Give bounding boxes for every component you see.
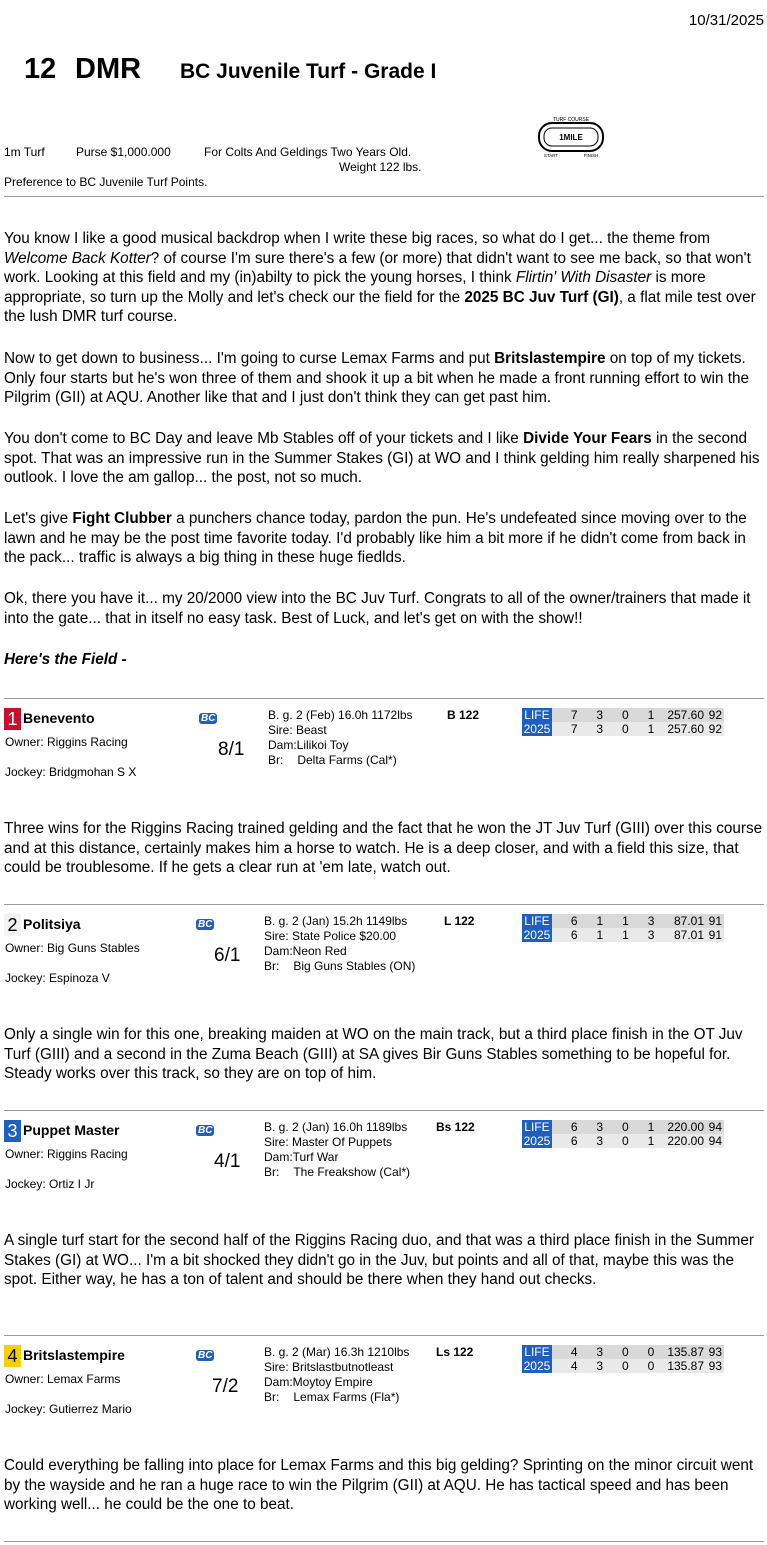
- stats-label: 2025: [523, 1134, 551, 1148]
- morning-line-odds: 4/1: [214, 1151, 241, 1172]
- stats-shows: 0: [629, 1359, 655, 1373]
- horse-owner: Owner: Big Guns Stables: [5, 941, 140, 955]
- entry-divider: [4, 1110, 764, 1111]
- horse-name: Politsiya: [23, 916, 81, 933]
- stats-wins: 1: [578, 914, 604, 928]
- stats-earnings: 257.60: [654, 722, 704, 736]
- stats-wins: 3: [578, 1134, 604, 1148]
- stats-row: [522, 1345, 724, 1359]
- stats-shows: 1: [629, 1134, 655, 1148]
- course-start-label: START: [543, 153, 559, 158]
- stats-label: LIFE: [522, 914, 552, 928]
- breeder-label: Br:: [264, 1390, 280, 1404]
- stats-earnings: 220.00: [654, 1134, 704, 1148]
- stats-places: 1: [603, 928, 629, 942]
- stats-wins: 3: [578, 1345, 604, 1359]
- bc-logo-icon: [196, 914, 214, 932]
- race-name: BC Juvenile Turf - Grade I: [180, 60, 437, 83]
- horse-breeder-row: [264, 959, 415, 973]
- horse-sire: Sire: Beast: [268, 723, 327, 737]
- race-distance: 1m Turf: [4, 145, 45, 159]
- post-position-badge: 2: [4, 914, 21, 936]
- stats-starts: 6: [552, 914, 578, 928]
- course-finish-label: FINISH: [583, 153, 599, 158]
- race-preference: Preference to BC Juvenile Turf Points.: [4, 175, 208, 189]
- stats-speed: 92: [704, 722, 724, 736]
- intro-paragraph-5: [4, 589, 764, 628]
- stats-row: [522, 914, 724, 928]
- entry-name-row[interactable]: [4, 708, 95, 730]
- text-run: Fight Clubber: [72, 510, 172, 527]
- horse-description: B. g. 2 (Jan) 16.0h 1189lbs: [264, 1120, 408, 1134]
- text-run: Welcome Back Kotter: [4, 249, 151, 267]
- horse-jockey: Jockey: Bridgmohan S X: [5, 765, 137, 779]
- stats-starts: 6: [552, 928, 578, 942]
- header-divider: [4, 196, 764, 197]
- text-run: You know I like a good musical backdrop when I write these big races, so what do I get... the theme from: [4, 230, 711, 247]
- stats-shows: 3: [629, 914, 655, 928]
- stats-label: 2025: [523, 1359, 551, 1373]
- text-run: Let's give: [4, 510, 73, 527]
- course-center-label: 1MILE: [559, 133, 583, 142]
- stats-shows: 1: [629, 708, 655, 722]
- entry-name-row[interactable]: [4, 1345, 125, 1367]
- horse-sire: Sire: State Police $20.00: [264, 929, 397, 943]
- stats-wins: 3: [578, 1120, 604, 1134]
- stats-starts: 7: [552, 708, 578, 722]
- stats-label: LIFE: [522, 708, 552, 722]
- stats-wins: 3: [578, 1359, 604, 1373]
- stats-speed: 93: [704, 1359, 724, 1373]
- horse-owner: Owner: Lemax Farms: [5, 1372, 121, 1386]
- horse-jockey: Jockey: Gutierrez Mario: [5, 1402, 132, 1416]
- horse-description: B. g. 2 (Feb) 16.0h 1172lbs: [268, 708, 413, 722]
- bc-logo-text: BC: [198, 1125, 213, 1136]
- morning-line-odds: 8/1: [218, 739, 245, 760]
- race-purse: Purse $1,000.000: [76, 145, 171, 159]
- stats-earnings: 220.00: [654, 1120, 704, 1134]
- text-run: Britslastempire: [494, 350, 606, 367]
- horse-dam: Dam:Lilikoi Toy: [268, 738, 349, 752]
- morning-line-odds: 6/1: [214, 945, 241, 966]
- stats-shows: 0: [629, 1345, 655, 1359]
- post-position-badge: 1: [4, 708, 21, 730]
- stats-table: [522, 914, 724, 942]
- stats-places: 0: [603, 1359, 629, 1373]
- stats-speed: 91: [704, 914, 724, 928]
- stats-starts: 4: [552, 1345, 578, 1359]
- medication-weight: Bs 122: [436, 1120, 475, 1134]
- text-run: Flirtin' With Disaster: [515, 269, 652, 286]
- text-run: 2025 BC Juv Turf (GI): [464, 288, 619, 306]
- text-run: on top of my tickets. Only four starts but he's won three of them and shook it up a bit when he made a front running effort to win the Pilgrim (GII) at AQU. Another like that and I just don't think they can get past him.: [4, 350, 749, 406]
- entry-comment: A single turf start for the second half of the Riggins Racing duo, and that was a third place finish in the Summer Stakes (GI) at WO... I'm a bit shocked they didn't go in the Juv, but points and all of that, maybe this was the spot. Either way, he has a ton of talent and should be there when they hand out checks.: [4, 1232, 754, 1288]
- stats-speed: 92: [704, 708, 724, 722]
- text-run: Ok, there you have it... my 20/2000 view into the BC Juv Turf. Congrats to all of the owner/trainers that made it into the gate... that in itself no easy task. Best of Luck, and let's get on with the show!!: [4, 590, 751, 627]
- entry-name-row[interactable]: [4, 1120, 119, 1142]
- horse-breeder-row: [264, 1390, 399, 1404]
- stats-shows: 1: [629, 1120, 655, 1134]
- bc-logo-icon: [196, 1120, 214, 1138]
- horse-owner: Owner: Riggins Racing: [5, 735, 128, 749]
- horse-dam: Dam:Moytoy Empire: [264, 1375, 373, 1389]
- text-run: is more appropriate, so turn up the Molly and let's check our the field for the: [4, 269, 706, 306]
- horse-breeder: Big Guns Stables (ON): [293, 959, 416, 973]
- stats-starts: 7: [552, 722, 578, 736]
- stats-earnings: 135.87: [654, 1345, 704, 1359]
- entry-comment: Could everything be falling into place for Lemax Farms and this big gelding? Sprinting on the minor circuit went by the wayside and he ran a huge race to win the Pilgrim (GII) at AQU. He has tactical speed and has been working well... he could be the one to beat.: [4, 1457, 754, 1513]
- stats-speed: 94: [704, 1134, 724, 1148]
- stats-wins: 3: [578, 708, 604, 722]
- stats-earnings: 87.01: [654, 914, 704, 928]
- course-top-label: TURF COURSE: [552, 117, 590, 123]
- stats-label: 2025: [523, 928, 551, 942]
- track-code: DMR: [75, 53, 142, 85]
- stats-table: [522, 1120, 724, 1148]
- stats-label: LIFE: [522, 1120, 552, 1134]
- horse-sire: Sire: Master Of Puppets: [264, 1135, 393, 1149]
- bc-logo-text: BC: [201, 713, 216, 724]
- horse-dam: Dam:Turf War: [264, 1150, 339, 1164]
- bc-logo-text: BC: [198, 919, 213, 930]
- stats-earnings: 257.60: [654, 708, 704, 722]
- post-position-badge: 4: [4, 1345, 21, 1367]
- breeder-label: Br:: [264, 959, 280, 973]
- stats-earnings: 87.01: [654, 928, 704, 942]
- text-run: , a flat mile test over the lush DMR turf course.: [4, 288, 756, 325]
- horse-jockey: Jockey: Ortiz I Jr: [5, 1177, 95, 1191]
- horse-name: Benevento: [23, 710, 95, 727]
- horse-breeder: Delta Farms (Cal*): [297, 753, 397, 767]
- stats-wins: 1: [578, 928, 604, 942]
- text-run: Divide Your Fears: [523, 430, 652, 447]
- horse-name: Puppet Master: [23, 1122, 120, 1139]
- stats-places: 0: [603, 1120, 629, 1134]
- stats-starts: 6: [552, 1120, 578, 1134]
- intro-paragraph-1: [4, 229, 764, 327]
- stats-speed: 93: [704, 1345, 724, 1359]
- field-heading: Here's the Field -: [4, 651, 127, 668]
- horse-name: Britslastempire: [23, 1347, 125, 1364]
- intro-paragraph-3: [4, 429, 764, 488]
- horse-owner: Owner: Riggins Racing: [5, 1147, 128, 1161]
- stats-places: 0: [603, 722, 629, 736]
- breeder-label: Br:: [268, 753, 284, 767]
- bc-logo-icon: [196, 1345, 214, 1363]
- post-position-badge: 3: [4, 1120, 21, 1142]
- entry-name-row[interactable]: [4, 914, 81, 936]
- horse-breeder: Lemax Farms (Fla*): [293, 1390, 400, 1404]
- stats-places: 0: [603, 1134, 629, 1148]
- race-number: 12: [24, 53, 57, 85]
- morning-line-odds: 7/2: [212, 1376, 239, 1397]
- stats-table: [522, 1345, 724, 1373]
- race-weight: Weight 122 lbs.: [339, 160, 422, 174]
- stats-row: [522, 708, 724, 722]
- intro-paragraph-2: [4, 349, 764, 408]
- entry-comment: Only a single win for this one, breaking maiden at WO on the main track, but a third place finish in the OT Juv Turf (GIII) and a second in the Zuma Beach (GIII) at SA gives Bir Guns Stables something to be hopeful for. Steady works over this track, so they are on top of him.: [4, 1026, 743, 1082]
- entry-comment: Three wins for the Riggins Racing trained gelding and the fact that he won the JT Juv Turf (GIII) over this course and at this distance, certainly makes him a horse to watch. He is a deep closer, and with a field this size, that could be troublesome. If he gets a clear run at 'em late, watch out.: [4, 820, 763, 876]
- stats-places: 0: [603, 1345, 629, 1359]
- horse-jockey: Jockey: Espinoza V: [5, 971, 110, 985]
- stats-label: LIFE: [522, 1345, 552, 1359]
- bc-logo-text: BC: [198, 1350, 213, 1361]
- stats-places: 0: [603, 708, 629, 722]
- horse-breeder-row: [264, 1165, 410, 1179]
- entry-divider: [4, 698, 764, 699]
- text-run: in the second spot. That was an impressive run in the Summer Stakes (GI) at WO and I think gelding him really sharpened his outlook. I love the am gallop... the post, not so much.: [4, 430, 760, 486]
- text-run: Now to get down to business... I'm going to curse Lemax Farms and put: [4, 350, 495, 367]
- stats-row: [522, 1359, 724, 1373]
- stats-table: [522, 708, 724, 736]
- stats-shows: 1: [629, 722, 655, 736]
- stats-shows: 3: [629, 928, 655, 942]
- horse-breeder: The Freakshow (Cal*): [293, 1165, 411, 1179]
- medication-weight: L 122: [444, 914, 475, 928]
- text-run: ? of course I'm sure there's a few (or more) that didn't want to see me back, so that won't work. Looking at this field and my (in)abilty to pick the young horses, I think: [4, 249, 751, 286]
- stats-earnings: 135.87: [654, 1359, 704, 1373]
- race-date: 10/31/2025: [688, 12, 764, 29]
- horse-description: B. g. 2 (Mar) 16.3h 1210lbs: [264, 1345, 410, 1359]
- stats-label: 2025: [523, 722, 551, 736]
- stats-row: [522, 722, 724, 736]
- footer-divider: [4, 1541, 764, 1542]
- horse-description: B. g. 2 (Jan) 15.2h 1149lbs: [264, 914, 408, 928]
- stats-starts: 4: [552, 1359, 578, 1373]
- stats-starts: 6: [552, 1134, 578, 1148]
- intro-paragraph-4: [4, 509, 764, 568]
- stats-wins: 3: [578, 722, 604, 736]
- horse-breeder-row: [268, 753, 397, 767]
- medication-weight: Ls 122: [436, 1345, 474, 1359]
- text-run: You don't come to BC Day and leave Mb Stables off of your tickets and I like: [4, 430, 524, 447]
- stats-row: [522, 928, 724, 942]
- stats-speed: 94: [704, 1120, 724, 1134]
- stats-speed: 91: [704, 928, 724, 942]
- entry-divider: [4, 1335, 764, 1336]
- entry-divider: [4, 904, 764, 905]
- course-diagram-icon: [536, 116, 606, 158]
- stats-row: [522, 1134, 724, 1148]
- stats-row: [522, 1120, 724, 1134]
- stats-places: 1: [603, 914, 629, 928]
- medication-weight: B 122: [447, 708, 480, 722]
- breeder-label: Br:: [264, 1165, 280, 1179]
- text-run: a punchers chance today, pardon the pun. He's undefeated since moving over to the lawn and he may be the post time favorite today. I'd probably like him a bit more if he didn't come from back in the pack... traffic is always a big thing in these huge fiedlds.: [4, 510, 747, 566]
- bc-logo-icon: [199, 708, 217, 726]
- horse-sire: Sire: Britslastbutnotleast: [264, 1360, 394, 1374]
- race-conditions: For Colts And Geldings Two Years Old.: [204, 145, 412, 159]
- horse-dam: Dam:Neon Red: [264, 944, 347, 958]
